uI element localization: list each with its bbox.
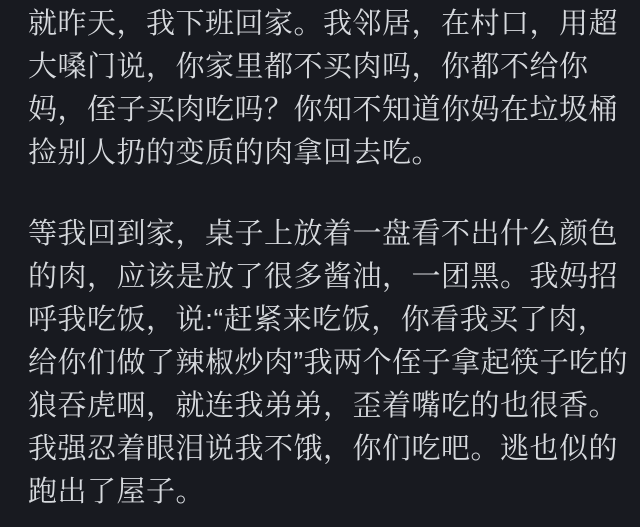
- text-line: 呼我吃饭，说:“赶紧来吃饭，你看我买了肉，: [28, 304, 608, 336]
- text-line: 等我回到家，桌子上放着一盘看不出什么颜色: [28, 218, 619, 250]
- text-line: 跑出了屋子。: [28, 476, 206, 508]
- text-line: 的肉，应该是放了很多酱油，一团黑。我妈招: [28, 261, 619, 293]
- paragraph-neighbor-shouting: [28, 3, 619, 175]
- text-line: 我强忍着眼泪说我不饿，你们吃吧。逃也似的: [28, 433, 619, 465]
- text-line: 就昨天，我下班回家。我邻居，在村口，用超: [28, 8, 619, 40]
- text-line: 给你们做了辣椒炒肉”我两个侄子拿起筷子吃的: [28, 347, 629, 379]
- text-line: 狼吞虎咽，就连我弟弟，歪着嘴吃的也很香。: [28, 390, 619, 422]
- paragraph-dinner-scene: [28, 213, 629, 514]
- text-line: 妈，侄子买肉吃吗？你知不知道你妈在垃圾桶: [28, 94, 619, 126]
- text-line: 捡别人扔的变质的肉拿回去吃。: [28, 137, 442, 169]
- text-line: 大嗓门说，你家里都不买肉吗，你都不给你: [28, 51, 589, 83]
